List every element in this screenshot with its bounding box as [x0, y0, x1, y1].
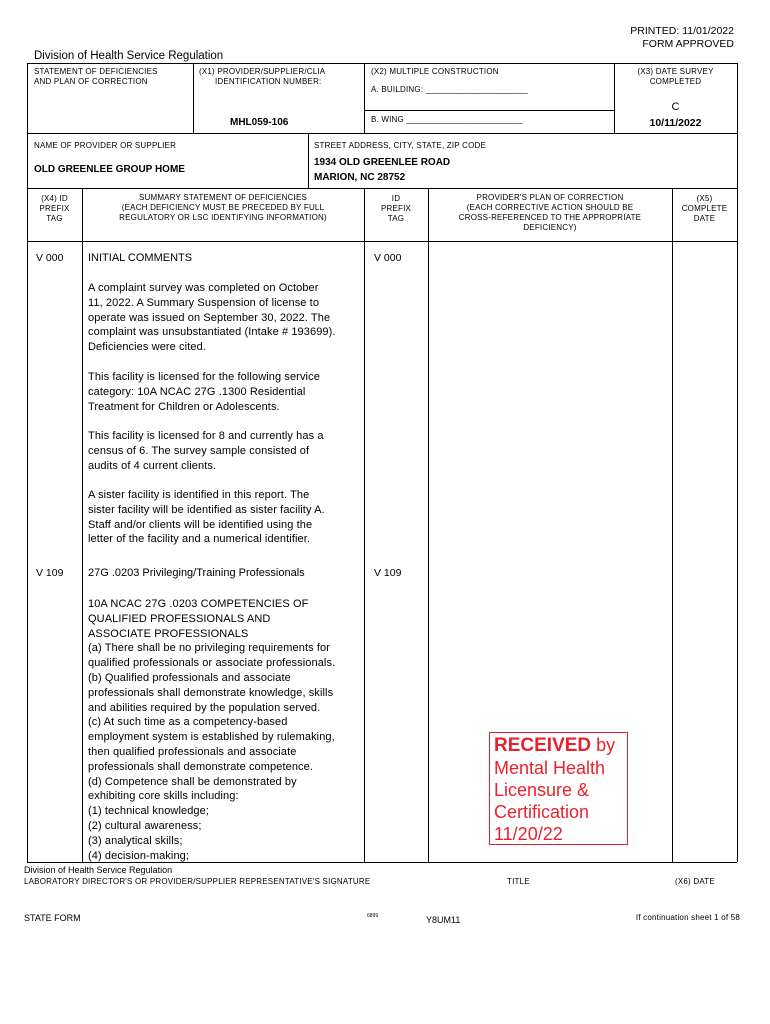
x2-split-rule: [364, 110, 614, 111]
provider-name-label: NAME OF PROVIDER OR SUPPLIER: [34, 141, 177, 150]
provider-name: OLD GREENLEE GROUP HOME: [34, 164, 185, 175]
summary-header: SUMMARY STATEMENT OF DEFICIENCIES (EACH DEFICIENCY MUST BE PRECEDED BY FULL REGULATORY OR LSC IDENTIFYING INFORMATION): [119, 193, 327, 222]
x2-divider: [364, 63, 365, 133]
columns-bottom-rule: [27, 241, 737, 242]
header-top-rule: [27, 63, 737, 64]
form-code: Y8UM11: [426, 915, 461, 925]
signature-label: LABORATORY DIRECTOR'S OR PROVIDER/SUPPLIER REPRESENTATIVE'S SIGNATURE: [24, 877, 371, 886]
id-header: ID PREFIX TAG: [380, 194, 412, 223]
left-border: [27, 63, 28, 862]
form-number: 6899: [367, 913, 379, 919]
title-v109: 27G .0203 Privileging/Training Professionals: [88, 567, 305, 579]
paragraph-v000-2: This facility is licensed for the following service category: 10A NCAC 27G .1300 Residential Treatment for Children or Adolescents.: [88, 371, 320, 413]
paragraph-v000-1: A complaint survey was completed on October 11, 2022. A Summary Suspension of license to operate was issued on September 30, 2022. The complaint was unsubstantiated (Intake # 193699). Deficiencies were cited.: [88, 282, 336, 354]
address-line1: 1934 OLD GREENLEE ROAD: [314, 157, 451, 168]
x1-divider: [193, 63, 194, 133]
stamp-line3: Licensure &: [494, 780, 590, 800]
paragraph-v000-3: This facility is licensed for 8 and currently has a census of 6. The survey sample consisted of audits of 4 current clients.: [88, 430, 324, 472]
survey-code: C: [671, 101, 680, 113]
building-label: A. BUILDING: ______________________: [371, 85, 528, 94]
x5-header: (X5) COMPLETE DATE: [681, 194, 728, 223]
col-id-divider: [428, 188, 429, 862]
x1-label: (X1) PROVIDER/SUPPLIER/CLIA IDENTIFICATION NUMBER:: [199, 67, 326, 86]
header-bottom-rule: [27, 133, 737, 134]
id-tag-v000: V 000: [374, 252, 402, 264]
col-plan-divider: [672, 188, 673, 862]
title-v000: INITIAL COMMENTS: [88, 252, 193, 264]
title-label: TITLE: [507, 877, 530, 886]
x3-label: (X3) DATE SURVEY COMPLETED: [637, 67, 714, 86]
address-line2: MARION, NC 28752: [314, 172, 406, 183]
stamp-by: by: [591, 735, 616, 755]
x2-label: (X2) MULTIPLE CONSTRUCTION: [371, 67, 499, 76]
form-approved: FORM APPROVED: [642, 38, 734, 50]
tag-v109: V 109: [36, 567, 64, 579]
id-tag-v109: V 109: [374, 567, 402, 579]
statement-label: STATEMENT OF DEFICIENCIES AND PLAN OF CORRECTION: [34, 67, 158, 86]
division-title: Division of Health Service Regulation: [34, 50, 224, 62]
provider-id-number: MHL059-106: [230, 117, 289, 128]
x6-date-label: (X6) DATE: [675, 877, 715, 886]
continuation-sheet: If continuation sheet 1 of 58: [635, 913, 740, 922]
state-form: STATE FORM: [24, 913, 81, 923]
x4-header: (X4) ID PREFIX TAG: [39, 194, 70, 223]
tag-v000: V 000: [36, 252, 64, 264]
stamp-received: RECEIVED: [494, 735, 592, 756]
footer-division: Division of Health Service Regulation: [24, 865, 173, 875]
stamp-line2: Mental Health: [494, 758, 606, 778]
stamp-line4: Certification: [494, 802, 590, 822]
stamp-line5: 11/20/22: [494, 824, 563, 844]
plan-header: PROVIDER'S PLAN OF CORRECTION (EACH CORRECTIVE ACTION SHOULD BE CROSS-REFERENCED TO THE APPROPRIATE DEFICIENCY): [458, 193, 642, 232]
paragraph-v109-1: 10A NCAC 27G .0203 COMPETENCIES OF QUALIFIED PROFESSIONALS AND ASSOCIATE PROFESSIONALS (a) There shall be no privileging requirements for qualified professionals or associate professionals. (b) Qualified professionals and associate professionals shall demonstrate knowledge, skills and abilities required by the population served. (c) At such time as a competency-based employment system is established by rulemaking, then qualified professionals and associate professionals shall demonstrate competence. (d) Competence shall be demonstrated by exhibiting core skills including: (1) technical knowledge; (2) cultural awareness; (3) analytical skills; (4) decision-making;: [88, 598, 336, 862]
address-label: STREET ADDRESS, CITY, STATE, ZIP CODE: [314, 141, 487, 150]
provider-bottom-rule: [27, 188, 737, 189]
printed-date: PRINTED: 11/01/2022: [630, 25, 734, 37]
received-stamp: [489, 732, 628, 845]
address-divider: [308, 133, 309, 188]
right-border: [737, 63, 738, 862]
survey-date: 10/11/2022: [649, 117, 702, 129]
wing-label: B. WING _________________________: [371, 115, 523, 124]
col-x4-divider: [82, 188, 83, 862]
col-summary-divider: [364, 188, 365, 862]
paragraph-v000-4: A sister facility is identified in this report. The sister facility will be identified as sister facility A. Staff and/or clients will be identified using the letter of the facility and a numerical identifier.: [88, 489, 325, 546]
